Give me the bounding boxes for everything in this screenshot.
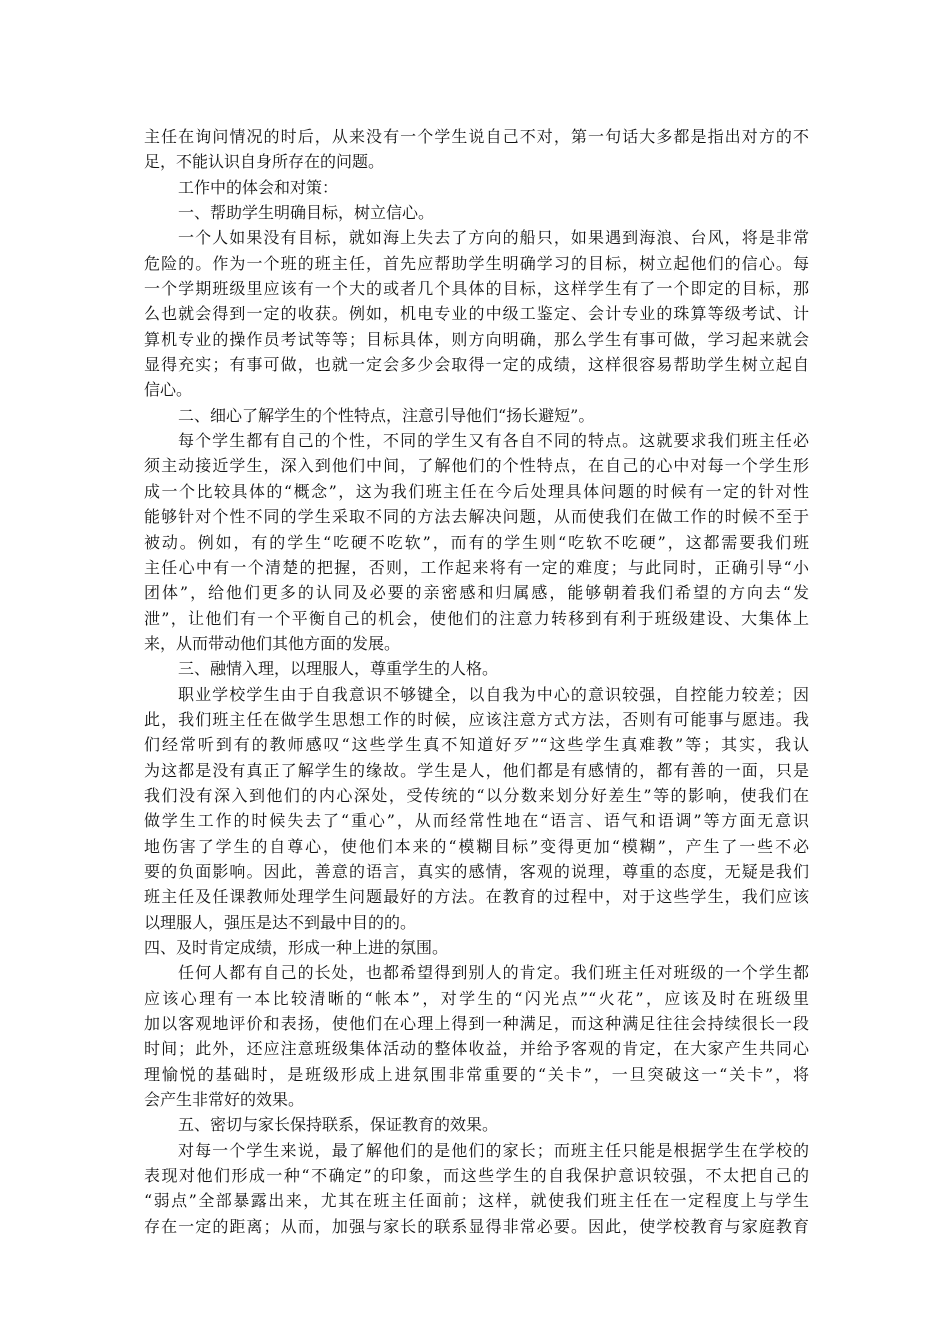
text-line: 团体”，给他们更多的认同及必要的亲密感和归属感，能够朝着我们希望的方向去“发 — [144, 583, 809, 603]
text-line: 显得充实；有事可做，也就一定会多少会取得一定的成绩，这样很容易帮助学生树立起自 — [144, 355, 809, 375]
text-line: 信心。 — [144, 380, 193, 400]
text-line: 来，从而带动他们其他方面的发展。 — [144, 633, 401, 653]
text-line: 做学生工作的时候失去了“重心”，从而经常性地在“语言、语气和语调”等方面无意识 — [144, 811, 809, 831]
text-line: 表现对他们形成一种“不确定”的印象，而这些学生的自我保护意识较强，不太把自己的 — [144, 1166, 809, 1186]
text-line: 二、细心了解学生的个性特点，注意引导他们“扬长避短”。 — [178, 405, 595, 425]
text-line: 理愉悦的基础时，是班级形成上进氛围非常重要的“关卡”，一旦突破这一“关卡”，将 — [144, 1064, 809, 1084]
text-line: 会产生非常好的效果。 — [144, 1090, 305, 1110]
text-line: 主任在询问情况的时后，从来没有一个学生说自己不对，第一句话大多都是指出对方的不 — [144, 127, 809, 146]
text-line: 加以客观地评价和表扬，使他们在心理上得到一种满足，而这种满足往往会持续很长一段 — [144, 1014, 809, 1034]
text-line: “弱点”全部暴露出来，尤其在班主任面前；这样，就使我们班主任在一定程度上与学生 — [144, 1191, 809, 1211]
document-body — [144, 124, 809, 1239]
text-line: 须主动接近学生，深入到他们中间，了解他们的个性特点，在自己的心中对每一个学生形 — [144, 456, 809, 476]
text-line: 地伤害了学生的自尊心，使他们本来的“模糊目标”变得更加“模糊”，产生了一些不必 — [144, 836, 809, 856]
text-line: 我们没有深入到他们的内心深处，受传统的“以分数来划分好差生”等的影响，使我们在 — [144, 785, 809, 805]
text-line: 职业学校学生由于自我意识不够键全，以自我为中心的意识较强，自控能力较差；因 — [178, 684, 809, 704]
text-line: 四、及时肯定成绩，形成一种上进的氛围。 — [144, 938, 449, 957]
text-line: 应该心理有一本比较清晰的“帐本”，对学生的“闪光点”“火花”，应该及时在班级里 — [144, 988, 809, 1008]
text-line: 么也就会得到一定的收获。例如，机电专业的中级工鉴定、会计专业的珠算等级考试、计 — [144, 304, 809, 324]
text-line: 每个学生都有自己的个性，不同的学生又有各自不同的特点。这就要求我们班主任必 — [178, 431, 809, 451]
text-line: 一个人如果没有目标，就如海上失去了方向的船只，如果遇到海浪、台风，将是非常 — [178, 228, 809, 248]
text-line: 足，不能认识自身所存在的问题。 — [144, 152, 385, 172]
text-line: 时间；此外，还应注意班级集体活动的整体收益，并给予客观的肯定，在大家产生共同心 — [144, 1039, 809, 1059]
text-line: 要的负面影响。因此，善意的语言，真实的感情，客观的说理，尊重的态度，无疑是我们 — [144, 861, 809, 881]
text-line: 能够针对个性不同的学生采取不同的方法去解决问题，从而使我们在做工作的时候不至于 — [144, 507, 809, 527]
text-line: 一个学期班级里应该有一个大的或者几个具体的目标，这样学生有了一个即定的目标，那 — [144, 279, 809, 299]
text-line: 算机专业的操作员考试等等；目标具体，则方向明确，那么学生有事可做，学习起来就会 — [144, 329, 809, 349]
text-line: 为这都是没有真正了解学生的缘故。学生是人，他们都是有感情的，都有善的一面，只是 — [144, 760, 809, 780]
text-line: 班主任及任课教师处理学生问题最好的方法。在教育的过程中，对于这些学生，我们应该 — [144, 887, 809, 907]
text-line: 们经常听到有的教师感叹“这些学生真不知道好歹”“这些学生真难教”等；其实，我认 — [144, 735, 809, 755]
text-line: 以理服人，强压是达不到最中目的的。 — [144, 912, 417, 932]
text-line: 存在一定的距离；从而，加强与家长的联系显得非常必要。因此，使学校教育与家庭教育 — [144, 1216, 809, 1236]
text-line: 被动。例如，有的学生“吃硬不吃软”，而有的学生则“吃软不吃硬”，这都需要我们班 — [144, 532, 809, 552]
text-line: 主任心中有一个清楚的把握，否则，工作起来将有一定的难度；与此同时，正确引导“小 — [144, 557, 809, 577]
text-line: 对每一个学生来说，最了解他们的是他们的家长；而班主任只能是根据学生在学校的 — [178, 1140, 809, 1160]
text-line: 五、密切与家长保持联系，保证教育的效果。 — [178, 1115, 499, 1135]
text-line: 泄”，让他们有一个平衡自己的机会，使他们的注意力转移到有利于班级建设、大集体上 — [144, 608, 809, 628]
text-line: 一、帮助学生明确目标，树立信心。 — [178, 203, 435, 223]
text-line: 三、融情入理，以理服人，尊重学生的人格。 — [178, 659, 499, 679]
text-line: 工作中的体会和对策： — [178, 177, 339, 197]
text-line: 此，我们班主任在做学生思想工作的时候，应该注意方式方法，否则有可能事与愿违。我 — [144, 709, 809, 729]
text-line: 成一个比较具体的“概念”，这为我们班主任在今后处理具体问题的时候有一定的针对性 — [144, 481, 809, 501]
text-line: 危险的。作为一个班的班主任，首先应帮助学生明确学习的目标，树立起他们的信心。每 — [144, 253, 809, 273]
text-line: 任何人都有自己的长处，也都希望得到别人的肯定。我们班主任对班级的一个学生都 — [178, 963, 809, 983]
